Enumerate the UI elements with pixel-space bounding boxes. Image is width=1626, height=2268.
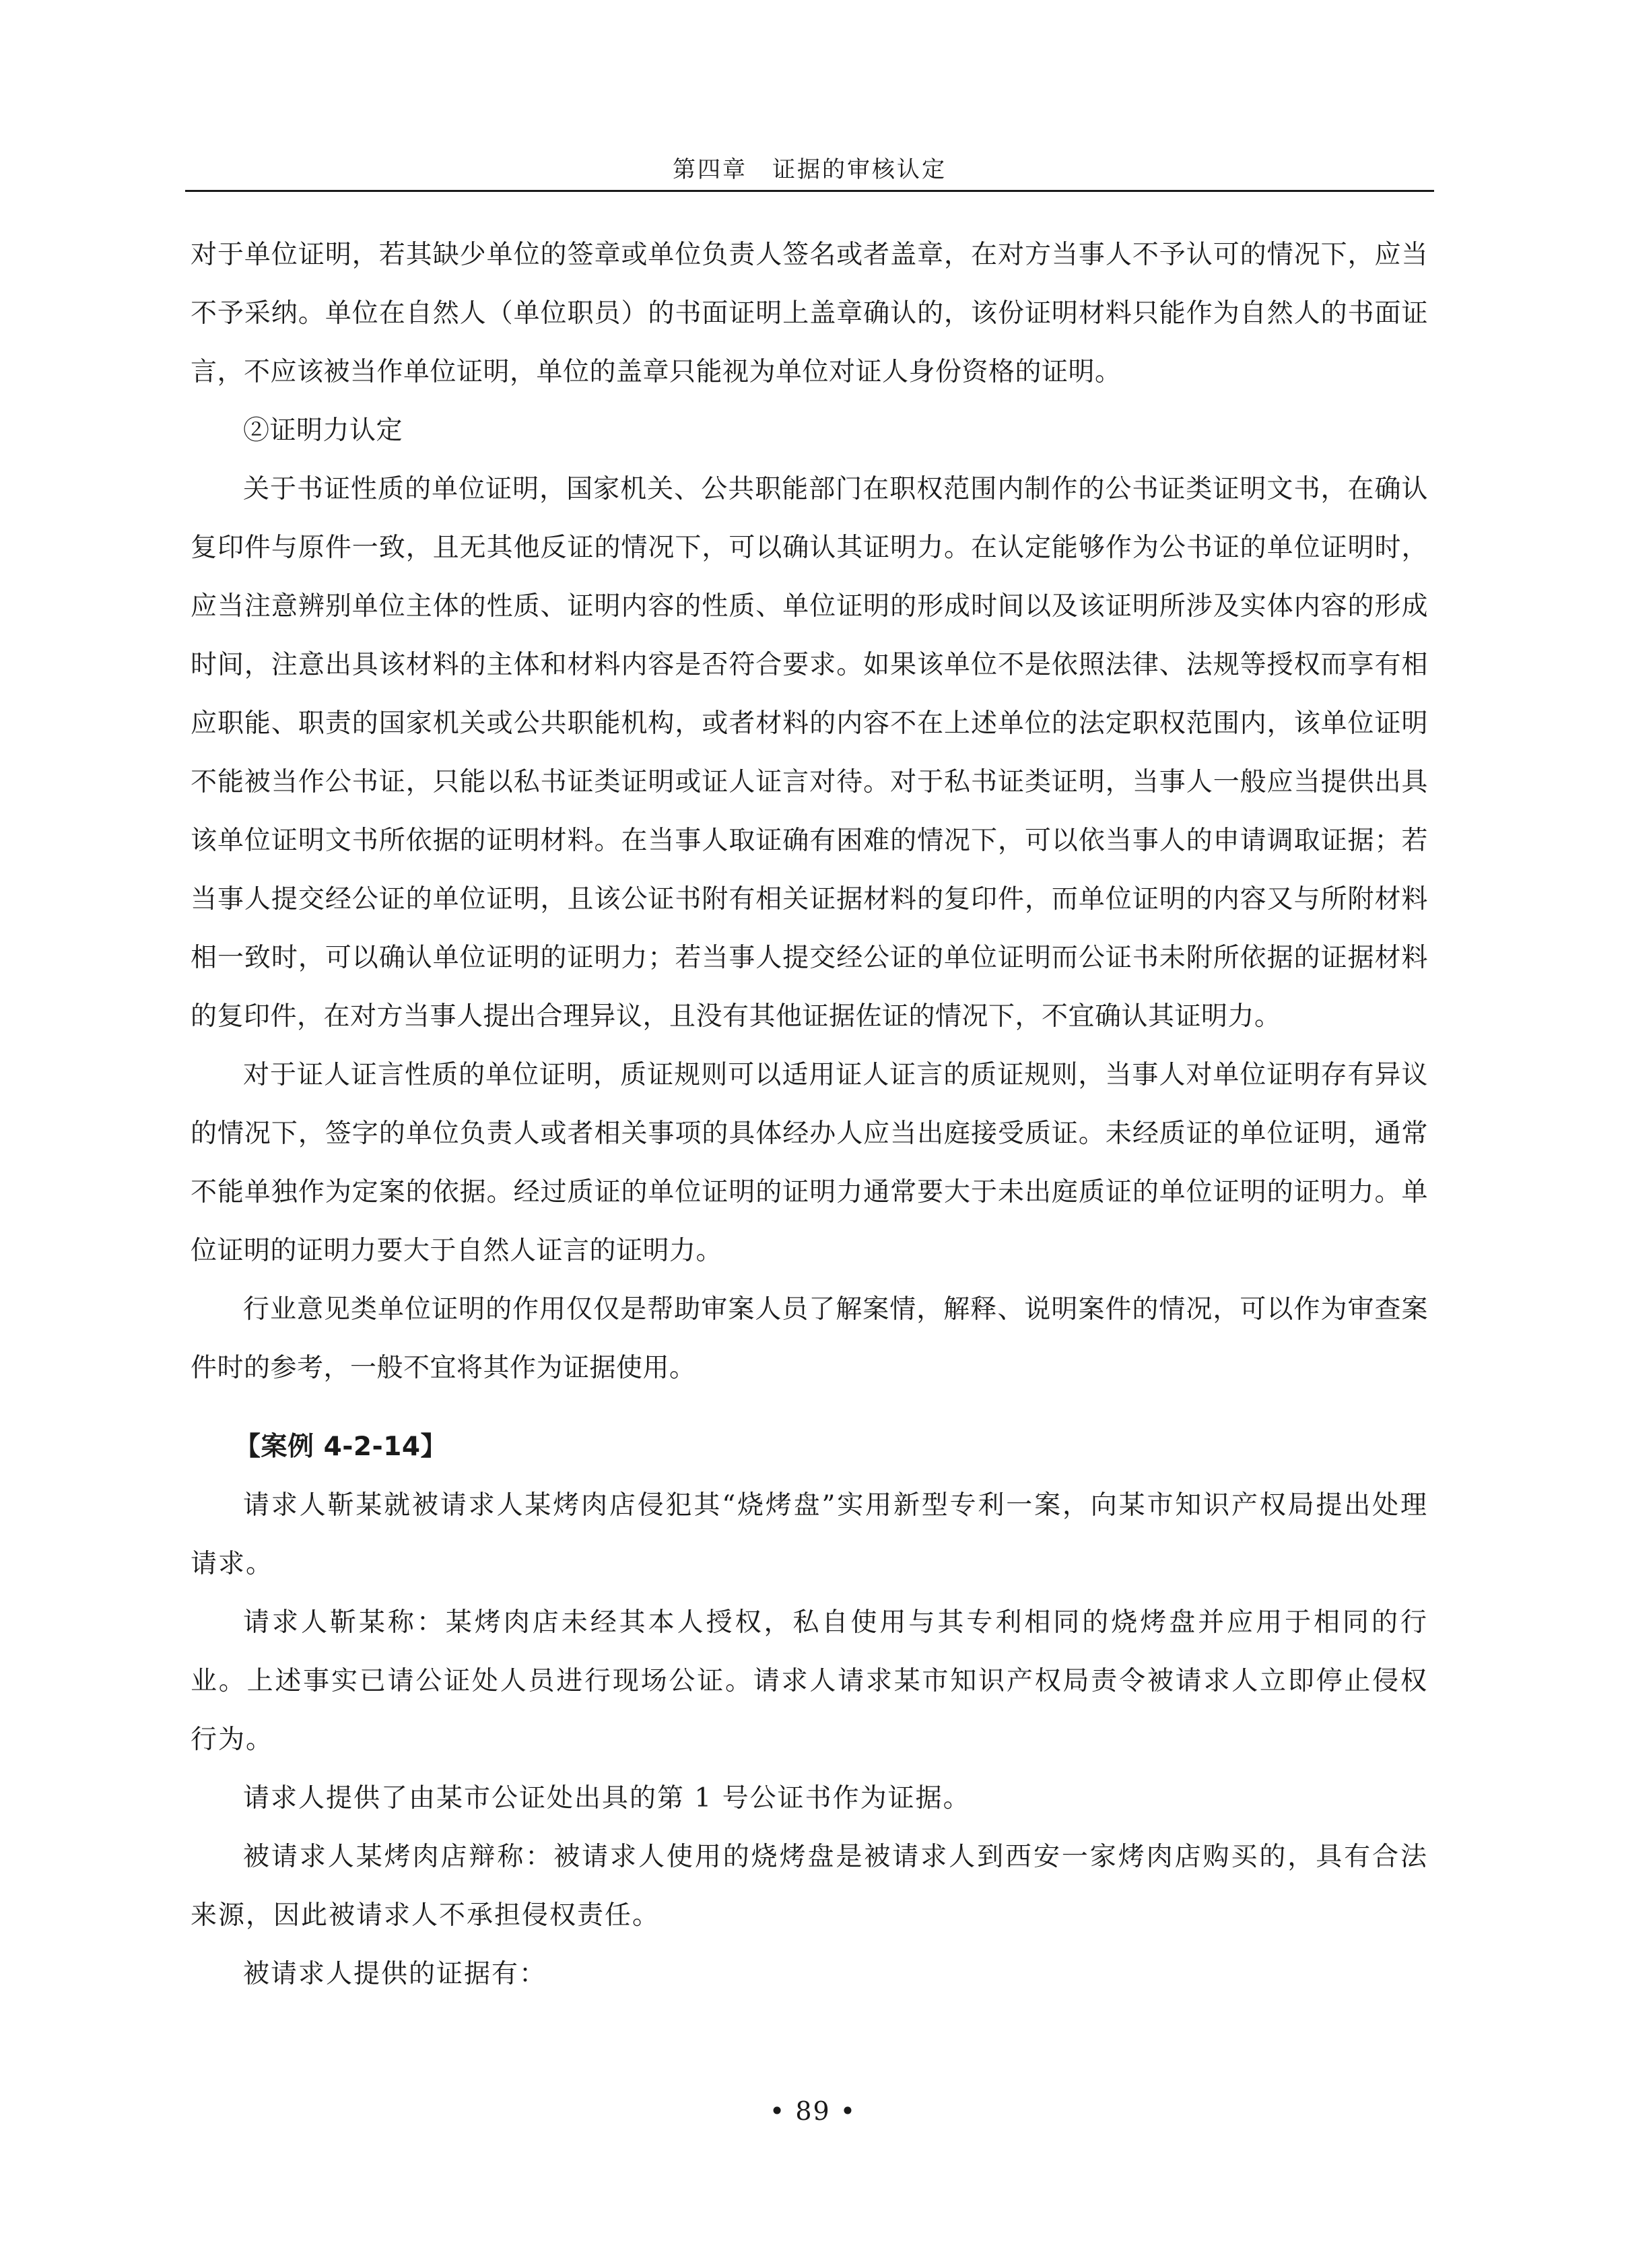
subheading-probative-force: ②证明力认定 xyxy=(243,415,403,446)
case-paragraph-respondent-defense: 被请求人某烤肉店辩称：被请求人使用的烧烤盘是被请求人到西安一家烤肉店购买的，具有合法来源，因此被请求人不承担侵权责任。 xyxy=(191,1842,1428,1931)
page-number: • 89 • xyxy=(769,2096,857,2126)
case-paragraph-claimant-statement: 请求人靳某称：某烤肉店未经其本人授权，私自使用与其专利相同的烧烤盘并应用于相同的行业。上述事实已请公证处人员进行现场公证。请求人请求某市知识产权局责令被请求人立即停止侵权行为。 xyxy=(191,1607,1428,1755)
page-content xyxy=(191,226,1428,2003)
case-title: 【案例 4-2-14】 xyxy=(234,1432,447,1462)
paragraph-witness-testimony-certificate: 对于证人证言性质的单位证明，质证规则可以适用证人证言的质证规则，当事人对单位证明存有异议的情况下，签字的单位负责人或者相关事项的具体经办人应当出庭接受质证。未经质证的单位证明，通常不能单独作为定案的依据。经过质证的单位证明的证明力通常要大于未出庭质证的单位证明的证明力。单位证明的证明力要大于自然人证言的证明力。 xyxy=(191,1060,1428,1266)
running-header: 第四章 证据的审核认定 xyxy=(673,156,947,183)
case-paragraph-respondent-evidence: 被请求人提供的证据有： xyxy=(243,1959,547,1989)
paragraph-documentary-certificate: 关于书证性质的单位证明，国家机关、公共职能部门在职权范围内制作的公书证类证明文书，在确认复印件与原件一致，且无其他反证的情况下，可以确认其证明力。在认定能够作为公书证的单位证明时，应当注意辨别单位主体的性质、证明内容的性质、单位证明的形成时间以及该证明所涉及实体内容的形成时间，注意出具该材料的主体和材料内容是否符合要求。如果该单位不是依照法律、法规等授权而享有相应职能、职责的国家机关或公共职能机构，或者材料的内容不在上述单位的法定职权范围内，该单位证明不能被当作公书证，只能以私书证类证明或证人证言对待。对于私书证类证明，当事人一般应当提供出具该单位证明文书所依据的证明材料。在当事人取证确有困难的情况下，可以依当事人的申请调取证据；若当事人提交经公证的单位证明，且该公证书附有相关证据材料的复印件，而单位证明的内容又与所附材料相一致时，可以确认单位证明的证明力；若当事人提交经公证的单位证明而公证书未附所依据的证据材料的复印件，在对方当事人提出合理异议，且没有其他证据佐证的情况下，不宜确认其证明力。 xyxy=(191,474,1428,1032)
header-rule xyxy=(185,190,1434,192)
paragraph-unit-certificate-signature: 对于单位证明，若其缺少单位的签章或单位负责人签名或者盖章，在对方当事人不予认可的情况下，应当不予采纳。单位在自然人（单位职员）的书面证明上盖章确认的，该份证明材料只能作为自然人的书面证言，不应该被当作单位证明，单位的盖章只能视为单位对证人身份资格的证明。 xyxy=(191,240,1428,387)
case-paragraph-request: 请求人靳某就被请求人某烤肉店侵犯其“烧烤盘”实用新型专利一案，向某市知识产权局提出处理请求。 xyxy=(191,1490,1428,1579)
case-paragraph-claimant-evidence: 请求人提供了由某市公证处出具的第 1 号公证书作为证据。 xyxy=(243,1783,971,1813)
paragraph-industry-opinion: 行业意见类单位证明的作用仅仅是帮助审案人员了解案情，解释、说明案件的情况，可以作为审查案件时的参考，一般不宜将其作为证据使用。 xyxy=(191,1294,1428,1383)
